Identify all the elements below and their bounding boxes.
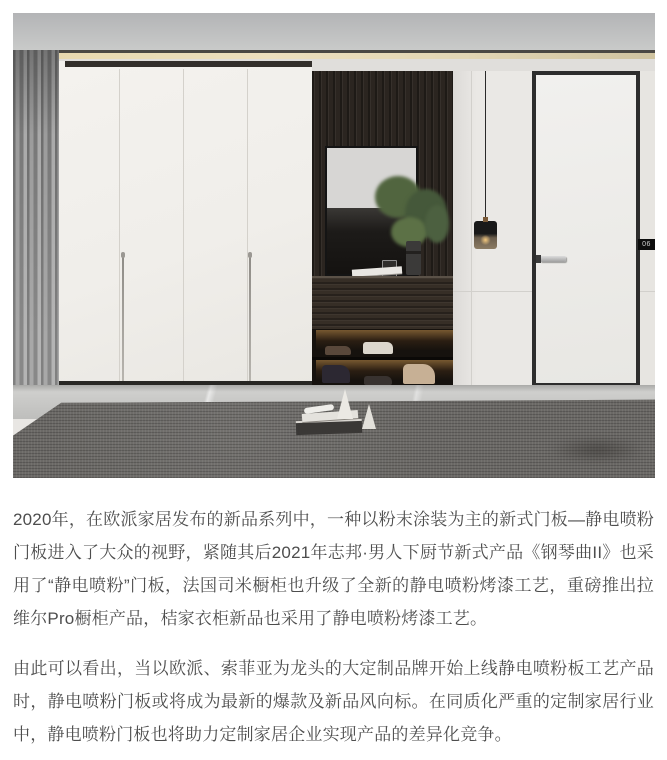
ceiling: [13, 13, 655, 50]
wall-seam: [453, 291, 532, 292]
plant-vase: [406, 241, 421, 275]
flats: [364, 376, 392, 385]
hero-image[interactable]: [13, 13, 655, 478]
pendant-light: [474, 221, 497, 249]
high-heels: [322, 365, 350, 383]
curtain: [13, 50, 59, 391]
shelf-board: [312, 357, 459, 360]
pendant-cord: [485, 71, 486, 221]
decor-cone: [362, 404, 376, 429]
wardrobe-door-seam: [119, 69, 120, 381]
vanity-counter: [312, 276, 459, 329]
sneakers: [363, 342, 393, 354]
wardrobe-handle: [122, 256, 124, 383]
paragraph: 由此可以看出，当以欧派、索菲亚为龙头的大定制品牌开始上线静电喷粉板工艺产品时，静电喷粉门板或将成为最新的爆款及新品风向标。在同质化严重的定制家居行业中，静电喷粉门板也将助力定制家居企业实现产品的差异化竞争。: [13, 659, 654, 744]
door-number-badge: 06: [638, 239, 655, 250]
room-door: [532, 71, 640, 387]
decor-cone: [337, 389, 353, 419]
wardrobe-door-seam: [247, 69, 248, 381]
watermark-smudge: [550, 437, 645, 463]
paragraph: 2020年，在欧派家居发布的新品系列中，一种以粉末涂装为主的新式门板—静电喷粉门板进入了大众的视野，紧随其后2021年志邦·男人下厨节新式产品《钢琴曲II》也采用了“静电喷粉”门板，法国司米橱柜也升级了全新的静电喷粉烤漆工艺，重磅推出拉维尔Pro橱柜产品，桔家衣柜新品也采用了静电喷粉烤漆工艺。: [13, 510, 654, 628]
carpet: [13, 398, 655, 478]
wardrobe-handle: [249, 256, 251, 383]
plant: [425, 205, 449, 243]
door-handle: [540, 256, 566, 262]
wardrobe-top-rail: [65, 61, 312, 67]
wall-seam: [640, 291, 655, 292]
wardrobe-door-seam: [183, 69, 184, 381]
beige-heels: [403, 364, 435, 384]
floor-shadow: [13, 385, 655, 392]
shoes: [325, 346, 351, 355]
article-body: [13, 503, 654, 751]
wall-seam: [471, 71, 472, 387]
wall-right: [640, 71, 655, 387]
